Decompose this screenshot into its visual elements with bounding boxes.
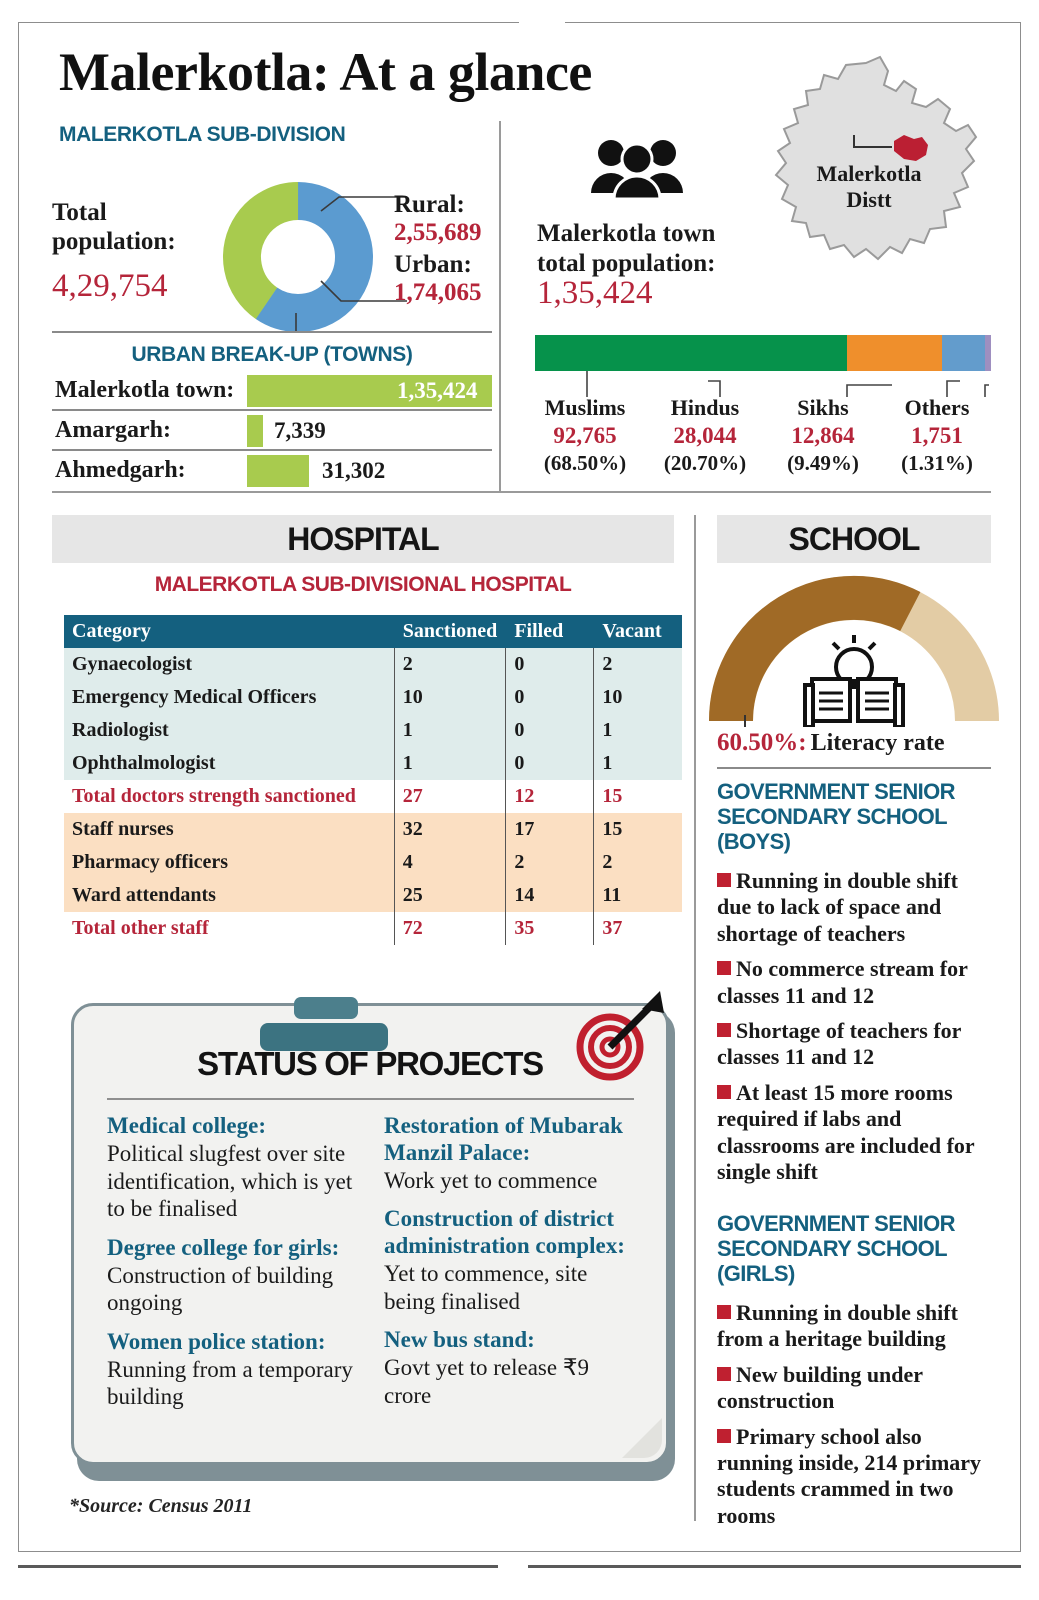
total-population-value: 4,29,754	[52, 268, 168, 304]
table-row	[64, 714, 682, 747]
urban-value: 1,74,065	[394, 279, 482, 306]
cell-category: Radiologist	[64, 714, 394, 747]
literacy-label: Literacy rate	[810, 730, 945, 756]
literacy-percent: 60.50%:	[717, 729, 807, 756]
town-name: Malerkotla town:	[55, 377, 235, 403]
projects-column-right	[384, 1113, 632, 1422]
town-population-value: 1,35,424	[537, 275, 653, 311]
project-name: Degree college for girls:	[107, 1234, 340, 1260]
cell-category: Ophthalmologist	[64, 747, 394, 780]
religion-segment-others	[985, 335, 991, 371]
cell-sanctioned: 25	[394, 879, 506, 912]
bullet-square-icon	[717, 873, 731, 887]
hospital-band	[52, 515, 674, 563]
project-name: New bus stand:	[384, 1327, 535, 1353]
religion-segment-sikhs	[942, 335, 985, 371]
column-header-category: Category	[64, 615, 394, 648]
town-name: Amargarh:	[55, 417, 171, 443]
bullet-text: At least 15 more rooms required if labs and classrooms are included for single shift	[717, 1079, 975, 1184]
mid-horizontal-rule	[52, 491, 991, 493]
column-header-filled: Filled	[506, 615, 594, 648]
project-desc: Work yet to commence	[384, 1167, 598, 1193]
bullet-text: Shortage of teachers for classes 11 and 12	[717, 1017, 962, 1070]
hospital-subtitle: MALERKOTLA SUB-DIVISIONAL HOSPITAL	[154, 573, 572, 596]
page-title: Malerkotla: At a glance	[59, 42, 592, 102]
bullet-text: No commerce stream for classes 11 and 12	[717, 956, 968, 1008]
list-item	[717, 1362, 995, 1415]
bullet-text: Primary school also running inside, 214 primary students crammed in two rooms	[717, 1423, 982, 1528]
project-desc: Running from a temporary building	[107, 1356, 353, 1410]
cell-filled: 0	[506, 714, 594, 747]
rural-label: Rural:	[394, 191, 465, 218]
religion-legend-item	[525, 395, 645, 476]
list-item	[717, 1018, 995, 1071]
religion-legend-item	[645, 395, 765, 476]
bullet-text: Running in double shift from a heritage building	[717, 1300, 958, 1352]
column-header-vacant: Vacant	[594, 615, 682, 648]
cell-vacant: 1	[594, 714, 682, 747]
religion-value: 92,765	[553, 423, 617, 448]
table-row-total	[64, 912, 682, 945]
page-dogear	[622, 1418, 662, 1458]
cell-category: Emergency Medical Officers	[64, 681, 394, 714]
cell-filled: 35	[506, 912, 594, 945]
target-arrow-icon	[562, 985, 672, 1100]
cell-sanctioned: 32	[394, 813, 506, 846]
total-population-label: Total population:	[52, 199, 176, 256]
project-desc: Construction of building ongoing	[107, 1262, 334, 1316]
table-row	[64, 879, 682, 912]
cell-category: Gynaecologist	[64, 648, 394, 681]
religion-percent: (20.70%)	[663, 451, 747, 475]
religion-stacked-bar	[535, 335, 991, 371]
project-desc: Govt yet to release ₹9 crore	[384, 1355, 589, 1408]
list-item	[717, 868, 995, 947]
bullet-square-icon	[717, 1305, 731, 1319]
cell-vacant: 2	[594, 648, 682, 681]
town-row-separator	[52, 449, 492, 451]
school-rule	[717, 767, 991, 769]
list-item	[717, 956, 995, 1009]
cell-sanctioned: 10	[394, 681, 506, 714]
cell-vacant: 37	[594, 912, 682, 945]
school-band-title: SCHOOL	[788, 521, 920, 557]
project-name: Construction of district administration complex:	[384, 1206, 625, 1259]
cell-category: Total doctors strength sanctioned	[64, 780, 394, 813]
cell-sanctioned: 27	[394, 780, 506, 813]
people-group-icon	[589, 135, 685, 204]
urban-breakup-heading: URBAN BREAK-UP (TOWNS)	[131, 343, 413, 366]
cell-filled: 2	[506, 846, 594, 879]
hospital-table	[64, 615, 682, 945]
cell-category: Staff nurses	[64, 813, 394, 846]
literacy-rate-line	[717, 729, 945, 757]
table-row	[64, 681, 682, 714]
projects-title: STATUS OF PROJECTS	[197, 1045, 543, 1082]
subdivision-heading: MALERKOTLA SUB-DIVISION	[59, 123, 346, 146]
cell-filled: 0	[506, 747, 594, 780]
cell-vacant: 11	[594, 879, 682, 912]
hospital-band-title: HOSPITAL	[287, 521, 439, 557]
religion-name: Muslims	[544, 395, 626, 420]
table-row	[64, 648, 682, 681]
table-row-total	[64, 780, 682, 813]
bullet-square-icon	[717, 961, 731, 975]
map-label: Malerkotla Distt	[816, 161, 922, 213]
table-header-row	[64, 615, 682, 648]
school-heading-boys: GOVERNMENT SENIOR SECONDARY SCHOOL (BOYS)	[717, 779, 955, 855]
religion-legend-item	[763, 395, 883, 476]
source-note: *Source: Census 2011	[69, 1495, 253, 1517]
cell-filled: 0	[506, 648, 594, 681]
school-band	[717, 515, 991, 563]
town-row	[52, 375, 492, 409]
list-item	[717, 1080, 995, 1186]
religion-name: Others	[904, 395, 970, 420]
town-name: Ahmedgarh:	[55, 457, 186, 483]
town-row	[52, 415, 492, 449]
cell-sanctioned: 2	[394, 648, 506, 681]
town-value: 7,339	[274, 418, 326, 443]
project-desc: Political slugfest over site identification, which is yet to be finalised	[107, 1140, 353, 1222]
bullet-text: New building under construction	[717, 1361, 923, 1414]
religion-value: 28,044	[673, 423, 737, 448]
project-name: Restoration of Mubarak Manzil Palace:	[384, 1113, 623, 1165]
cell-sanctioned: 4	[394, 846, 506, 879]
literacy-gauge-chart	[709, 575, 999, 732]
school-heading-girls: GOVERNMENT SENIOR SECONDARY SCHOOL (GIRLS)	[717, 1211, 955, 1287]
cell-category: Ward attendants	[64, 879, 394, 912]
cell-sanctioned: 72	[394, 912, 506, 945]
cell-vacant: 2	[594, 846, 682, 879]
vertical-divider-top	[499, 121, 501, 491]
cell-vacant: 15	[594, 813, 682, 846]
clipboard-clamp-top	[294, 997, 358, 1019]
cell-filled: 17	[506, 813, 594, 846]
cell-vacant: 10	[594, 681, 682, 714]
town-population-label: Malerkotla town total population:	[537, 220, 716, 277]
footer-rule-left	[18, 1565, 498, 1568]
cell-sanctioned: 1	[394, 747, 506, 780]
page-top-notch	[519, 22, 565, 25]
town-row-separator	[52, 409, 492, 411]
cell-filled: 0	[506, 681, 594, 714]
school-bullets-girls	[717, 1300, 995, 1538]
town-value: 1,35,424	[397, 378, 478, 403]
religion-value: 12,864	[791, 423, 855, 448]
rural-value: 2,55,689	[394, 219, 482, 246]
urban-section-rule	[52, 331, 492, 333]
table-row	[64, 747, 682, 780]
religion-legend-item	[877, 395, 997, 476]
cell-vacant: 1	[594, 747, 682, 780]
religion-percent: (68.50%)	[543, 451, 627, 475]
projects-column-left	[107, 1113, 355, 1423]
infographic-page	[18, 22, 1021, 1552]
town-bar	[247, 415, 263, 447]
religion-value: 1,751	[911, 423, 963, 448]
bullet-square-icon	[717, 1023, 731, 1037]
school-bullets-boys	[717, 868, 995, 1194]
urban-label: Urban:	[394, 251, 472, 278]
project-desc: Yet to commence, site being finalised	[384, 1261, 588, 1314]
bullet-square-icon	[717, 1085, 731, 1099]
town-row	[52, 455, 492, 489]
cell-vacant: 15	[594, 780, 682, 813]
cell-filled: 14	[506, 879, 594, 912]
project-name: Medical college:	[107, 1113, 267, 1138]
book-lightbulb-icon	[805, 635, 903, 727]
religion-percent: (1.31%)	[901, 451, 973, 475]
religion-name: Sikhs	[797, 395, 849, 420]
column-header-sanctioned: Sanctioned	[394, 615, 506, 648]
table-row	[64, 813, 682, 846]
footer-rule-right	[528, 1565, 1021, 1568]
religion-segment-hindus	[847, 335, 941, 371]
religion-segment-muslims	[535, 335, 847, 371]
bullet-square-icon	[717, 1367, 731, 1381]
bullet-square-icon	[717, 1429, 731, 1443]
project-name: Women police station:	[107, 1328, 326, 1354]
cell-filled: 12	[506, 780, 594, 813]
table-row	[64, 846, 682, 879]
projects-rule	[107, 1098, 634, 1100]
list-item	[717, 1424, 995, 1530]
cell-category: Total other staff	[64, 912, 394, 945]
bullet-text: Running in double shift due to lack of space and shortage of teachers	[717, 868, 958, 946]
religion-name: Hindus	[670, 395, 740, 420]
vertical-divider-bottom	[694, 515, 696, 1521]
town-bar	[247, 455, 309, 487]
cell-category: Pharmacy officers	[64, 846, 394, 879]
cell-sanctioned: 1	[394, 714, 506, 747]
town-value: 31,302	[322, 458, 386, 483]
religion-percent: (9.49%)	[787, 451, 859, 475]
list-item	[717, 1300, 995, 1353]
